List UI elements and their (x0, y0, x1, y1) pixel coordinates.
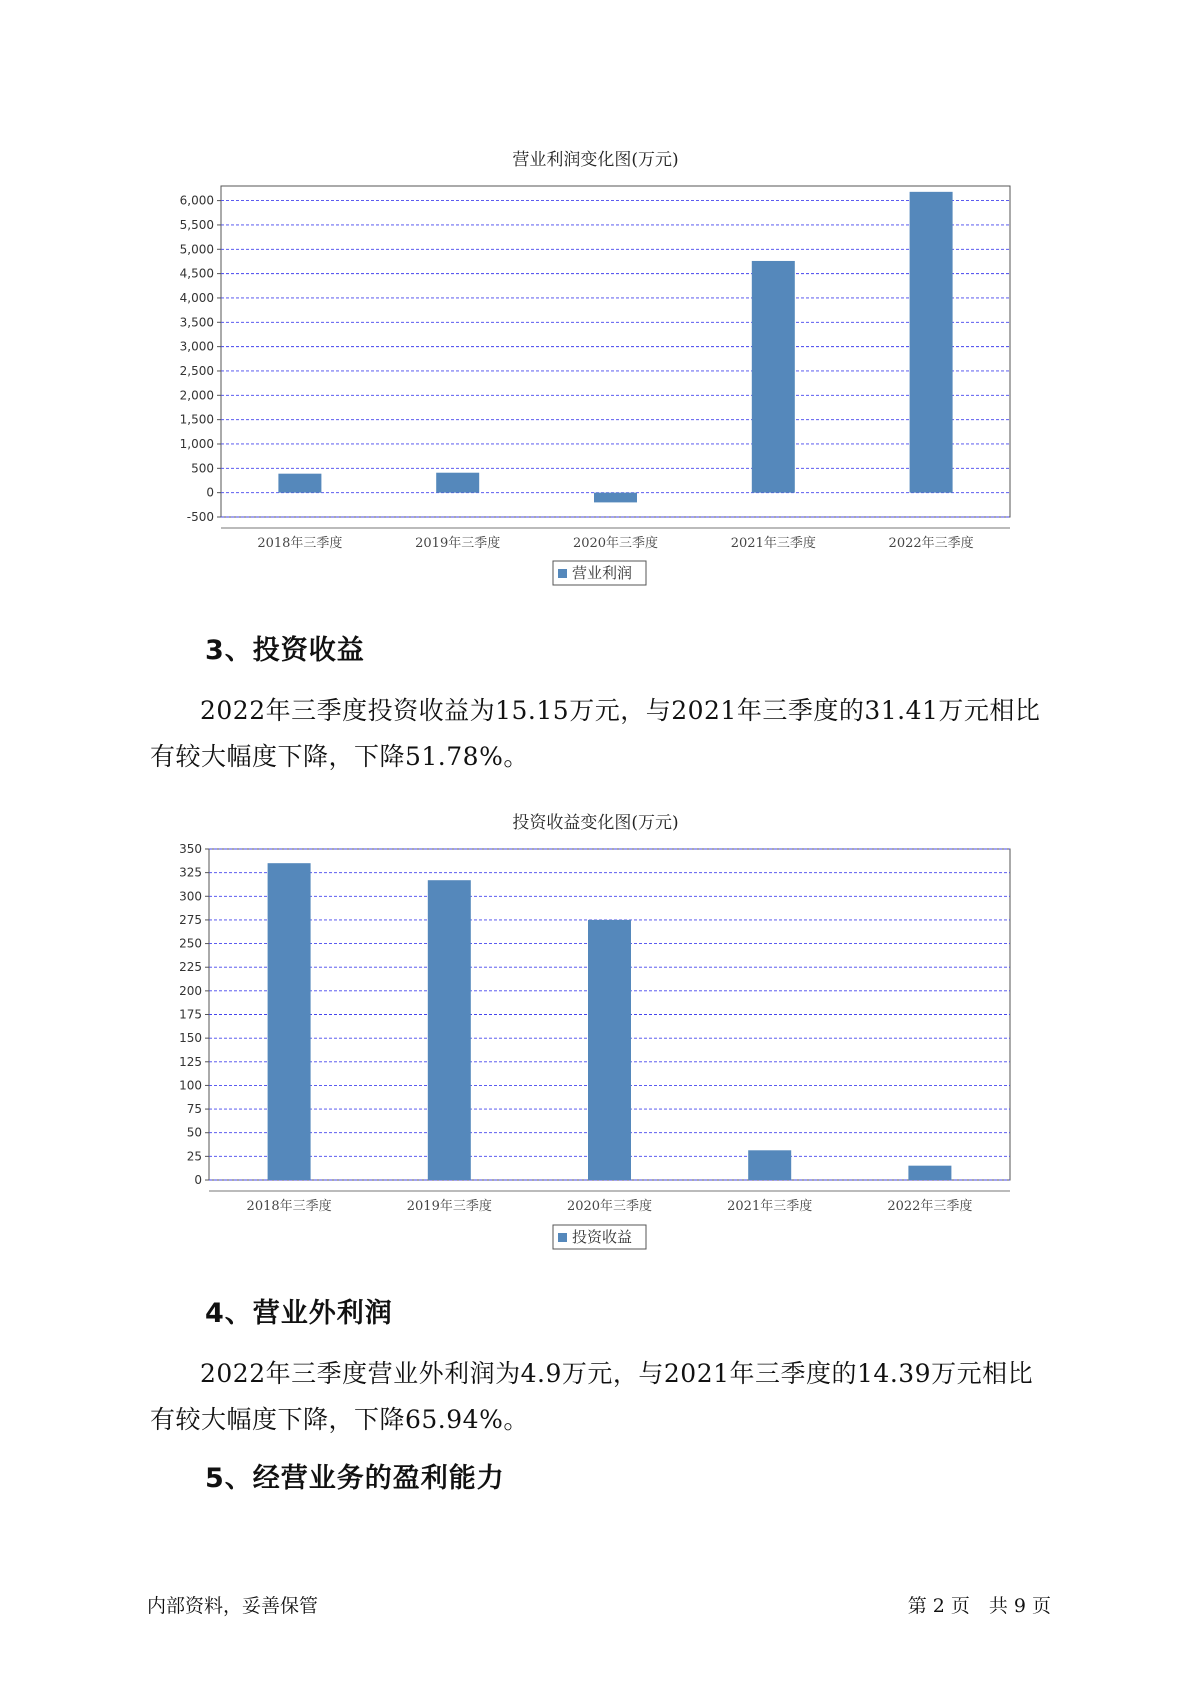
chart-2-title: 投资收益变化图(万元) (512, 813, 679, 833)
page-suffix: 页 (1031, 1595, 1051, 1617)
section-3-heading: 3、投资收益 (205, 635, 365, 666)
page-mid: 页 共 (950, 1595, 1008, 1617)
y-tick-label: 0 (194, 1173, 202, 1187)
x-tick-label: 2018年三季度 (246, 1199, 332, 1214)
y-tick-label: 4,000 (179, 290, 214, 305)
y-tick-label: 500 (191, 461, 214, 476)
section-5-heading: 5、经营业务的盈利能力 (205, 1463, 505, 1494)
current-page: 2 (932, 1595, 945, 1617)
x-tick-label: 2020年三季度 (566, 1199, 653, 1214)
y-tick-label: 125 (179, 1054, 202, 1069)
legend-label: 投资收益 (572, 1228, 633, 1246)
y-tick-label: 5,500 (179, 217, 214, 232)
y-tick-label: 250 (179, 936, 202, 951)
y-tick-label: 275 (179, 912, 202, 927)
bar (588, 920, 631, 1180)
bar (268, 863, 311, 1180)
y-tick-label: -500 (186, 510, 214, 524)
confidential-note: 内部资料，妥善保管 (147, 1595, 319, 1617)
page-number (905, 1591, 1054, 1618)
page-prefix: 第 (907, 1595, 927, 1617)
x-tick-label: 2022年三季度 (887, 1199, 973, 1214)
y-tick-label: 150 (179, 1031, 202, 1046)
y-tick-label: 75 (186, 1102, 202, 1117)
section-4-paragraph: 2022年三季度营业外利润为4.9万元，与2021年三季度的14.39万元相比有较大幅度下降，下降65.94%。 (150, 1359, 1034, 1434)
y-tick-label: 350 (179, 842, 202, 856)
y-tick-label: 3,500 (179, 315, 214, 330)
bar (908, 1166, 951, 1180)
y-tick-label: 0 (206, 485, 214, 500)
section-3-paragraph: 2022年三季度投资收益为15.15万元，与2021年三季度的31.41万元相比有较大幅度下降，下降51.78%。 (150, 696, 1041, 771)
y-tick-label: 25 (186, 1149, 202, 1164)
chart-1-title: 营业利润变化图(万元) (512, 150, 679, 170)
y-tick-label: 3,000 (179, 339, 214, 354)
y-tick-label: 6,000 (179, 193, 214, 208)
x-tick-label: 2021年三季度 (727, 1199, 813, 1214)
y-tick-label: 100 (179, 1078, 202, 1093)
y-tick-label: 2,500 (179, 363, 214, 378)
y-tick-label: 4,500 (179, 266, 214, 281)
y-tick-label: 200 (179, 983, 202, 998)
legend-swatch (558, 1233, 567, 1242)
y-tick-label: 300 (179, 889, 202, 904)
y-tick-label: 225 (179, 960, 202, 975)
y-tick-label: 1,000 (179, 436, 214, 451)
y-tick-label: 5,000 (179, 242, 214, 257)
y-tick-label: 175 (179, 1007, 202, 1022)
bar (748, 1150, 791, 1180)
y-tick-label: 325 (179, 865, 202, 880)
x-tick-label: 2020年三季度 (572, 536, 659, 551)
section-4-heading: 4、营业外利润 (205, 1298, 393, 1329)
x-tick-label: 2018年三季度 (257, 536, 343, 551)
y-tick-label: 50 (186, 1125, 202, 1140)
x-tick-label: 2021年三季度 (730, 536, 816, 551)
y-tick-label: 2,000 (179, 388, 214, 403)
x-tick-label: 2022年三季度 (888, 536, 974, 551)
x-tick-label: 2019年三季度 (415, 536, 501, 551)
y-tick-label: 1,500 (179, 412, 214, 427)
x-tick-label: 2019年三季度 (406, 1199, 492, 1214)
total-pages: 9 (1013, 1595, 1026, 1617)
legend-label: 营业利润 (572, 564, 633, 582)
bar (428, 880, 471, 1180)
